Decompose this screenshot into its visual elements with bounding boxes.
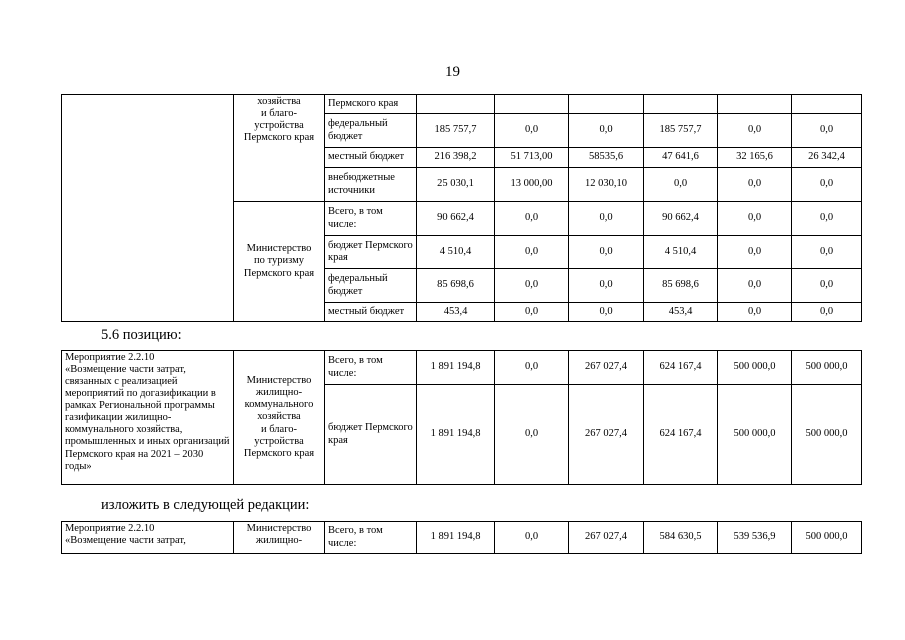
value-cell: 267 027,4 <box>569 351 644 385</box>
executor-cell: Министерство жилищно- коммунального хозяйства и благо- устройства Пермского края <box>234 351 325 485</box>
value-cell: 0,0 <box>718 236 792 269</box>
measure-cell <box>62 95 234 322</box>
value-cell: 1 891 194,8 <box>417 351 495 385</box>
budget-table-current <box>61 350 862 485</box>
value-cell: 26 342,4 <box>792 148 862 168</box>
value-cell: 85 698,6 <box>644 269 718 303</box>
value-cell: 47 641,6 <box>644 148 718 168</box>
table-row <box>62 351 862 385</box>
value-cell: 500 000,0 <box>792 385 862 485</box>
value-cell: 0,0 <box>495 202 569 236</box>
source-cell: Всего, в том числе: <box>325 351 417 385</box>
value-cell: 0,0 <box>495 114 569 148</box>
section-heading: изложить в следующей редакции: <box>101 497 310 513</box>
value-cell: 624 167,4 <box>644 385 718 485</box>
value-cell: 500 000,0 <box>792 522 862 554</box>
value-cell: 13 000,00 <box>495 168 569 202</box>
value-cell: 0,0 <box>569 236 644 269</box>
budget-table-continuation <box>61 94 862 322</box>
value-cell: 12 030,10 <box>569 168 644 202</box>
table-row <box>62 522 862 554</box>
value-cell: 25 030,1 <box>417 168 495 202</box>
value-cell: 500 000,0 <box>718 351 792 385</box>
value-cell: 0,0 <box>718 114 792 148</box>
value-cell: 453,4 <box>644 303 718 322</box>
value-cell: 1 891 194,8 <box>417 522 495 554</box>
value-cell: 4 510,4 <box>417 236 495 269</box>
source-cell: Всего, в том числе: <box>325 202 417 236</box>
source-cell: федеральный бюджет <box>325 269 417 303</box>
measure-cell: Мероприятие 2.2.10 «Возмещение части затрат, связанных с реализацией мероприятий по догазификации в рамках Региональной программы газификации жилищно-коммунального хозяйства, промышленных и иных организаций Пермского края на 2021 – 2030 годы» <box>62 351 234 485</box>
value-cell <box>644 95 718 114</box>
value-cell <box>718 95 792 114</box>
source-cell: бюджет Пермского края <box>325 385 417 485</box>
value-cell: 4 510,4 <box>644 236 718 269</box>
value-cell: 0,0 <box>495 385 569 485</box>
value-cell: 32 165,6 <box>718 148 792 168</box>
value-cell: 0,0 <box>495 236 569 269</box>
value-cell: 0,0 <box>718 202 792 236</box>
source-cell: местный бюджет <box>325 148 417 168</box>
value-cell: 0,0 <box>495 351 569 385</box>
value-cell: 539 536,9 <box>718 522 792 554</box>
value-cell: 1 891 194,8 <box>417 385 495 485</box>
table-row <box>62 95 862 114</box>
value-cell: 58535,6 <box>569 148 644 168</box>
value-cell: 0,0 <box>792 202 862 236</box>
executor-cell: Министерство по туризму Пермского края <box>234 202 325 322</box>
value-cell <box>495 95 569 114</box>
value-cell: 51 713,00 <box>495 148 569 168</box>
budget-table-new <box>61 521 862 554</box>
source-cell: федеральный бюджет <box>325 114 417 148</box>
value-cell: 0,0 <box>569 202 644 236</box>
value-cell: 0,0 <box>569 303 644 322</box>
source-cell: местный бюджет <box>325 303 417 322</box>
value-cell: 267 027,4 <box>569 385 644 485</box>
source-cell: бюджет Пермского края <box>325 236 417 269</box>
value-cell: 584 630,5 <box>644 522 718 554</box>
value-cell: 0,0 <box>495 269 569 303</box>
value-cell: 500 000,0 <box>718 385 792 485</box>
value-cell: 0,0 <box>495 522 569 554</box>
value-cell: 453,4 <box>417 303 495 322</box>
value-cell: 90 662,4 <box>644 202 718 236</box>
value-cell: 0,0 <box>569 114 644 148</box>
executor-cell: Министерство жилищно- <box>234 522 325 554</box>
value-cell: 0,0 <box>718 168 792 202</box>
value-cell <box>417 95 495 114</box>
value-cell: 85 698,6 <box>417 269 495 303</box>
value-cell: 0,0 <box>792 168 862 202</box>
value-cell <box>792 95 862 114</box>
value-cell: 0,0 <box>792 236 862 269</box>
value-cell: 500 000,0 <box>792 351 862 385</box>
page-number: 19 <box>445 64 460 80</box>
value-cell: 90 662,4 <box>417 202 495 236</box>
value-cell: 0,0 <box>792 114 862 148</box>
source-cell: внебюджетные источники <box>325 168 417 202</box>
value-cell: 185 757,7 <box>644 114 718 148</box>
source-cell: Пермского края <box>325 95 417 114</box>
value-cell <box>569 95 644 114</box>
value-cell: 0,0 <box>718 269 792 303</box>
value-cell: 0,0 <box>718 303 792 322</box>
value-cell: 216 398,2 <box>417 148 495 168</box>
section-heading: 5.6 позицию: <box>101 327 182 343</box>
value-cell: 185 757,7 <box>417 114 495 148</box>
source-cell: Всего, в том числе: <box>325 522 417 554</box>
executor-cell: хозяйства и благо- устройства Пермского края <box>234 95 325 202</box>
value-cell: 624 167,4 <box>644 351 718 385</box>
value-cell: 267 027,4 <box>569 522 644 554</box>
value-cell: 0,0 <box>644 168 718 202</box>
value-cell: 0,0 <box>792 303 862 322</box>
measure-cell: Мероприятие 2.2.10 «Возмещение части затрат, <box>62 522 234 554</box>
value-cell: 0,0 <box>495 303 569 322</box>
value-cell: 0,0 <box>792 269 862 303</box>
value-cell: 0,0 <box>569 269 644 303</box>
